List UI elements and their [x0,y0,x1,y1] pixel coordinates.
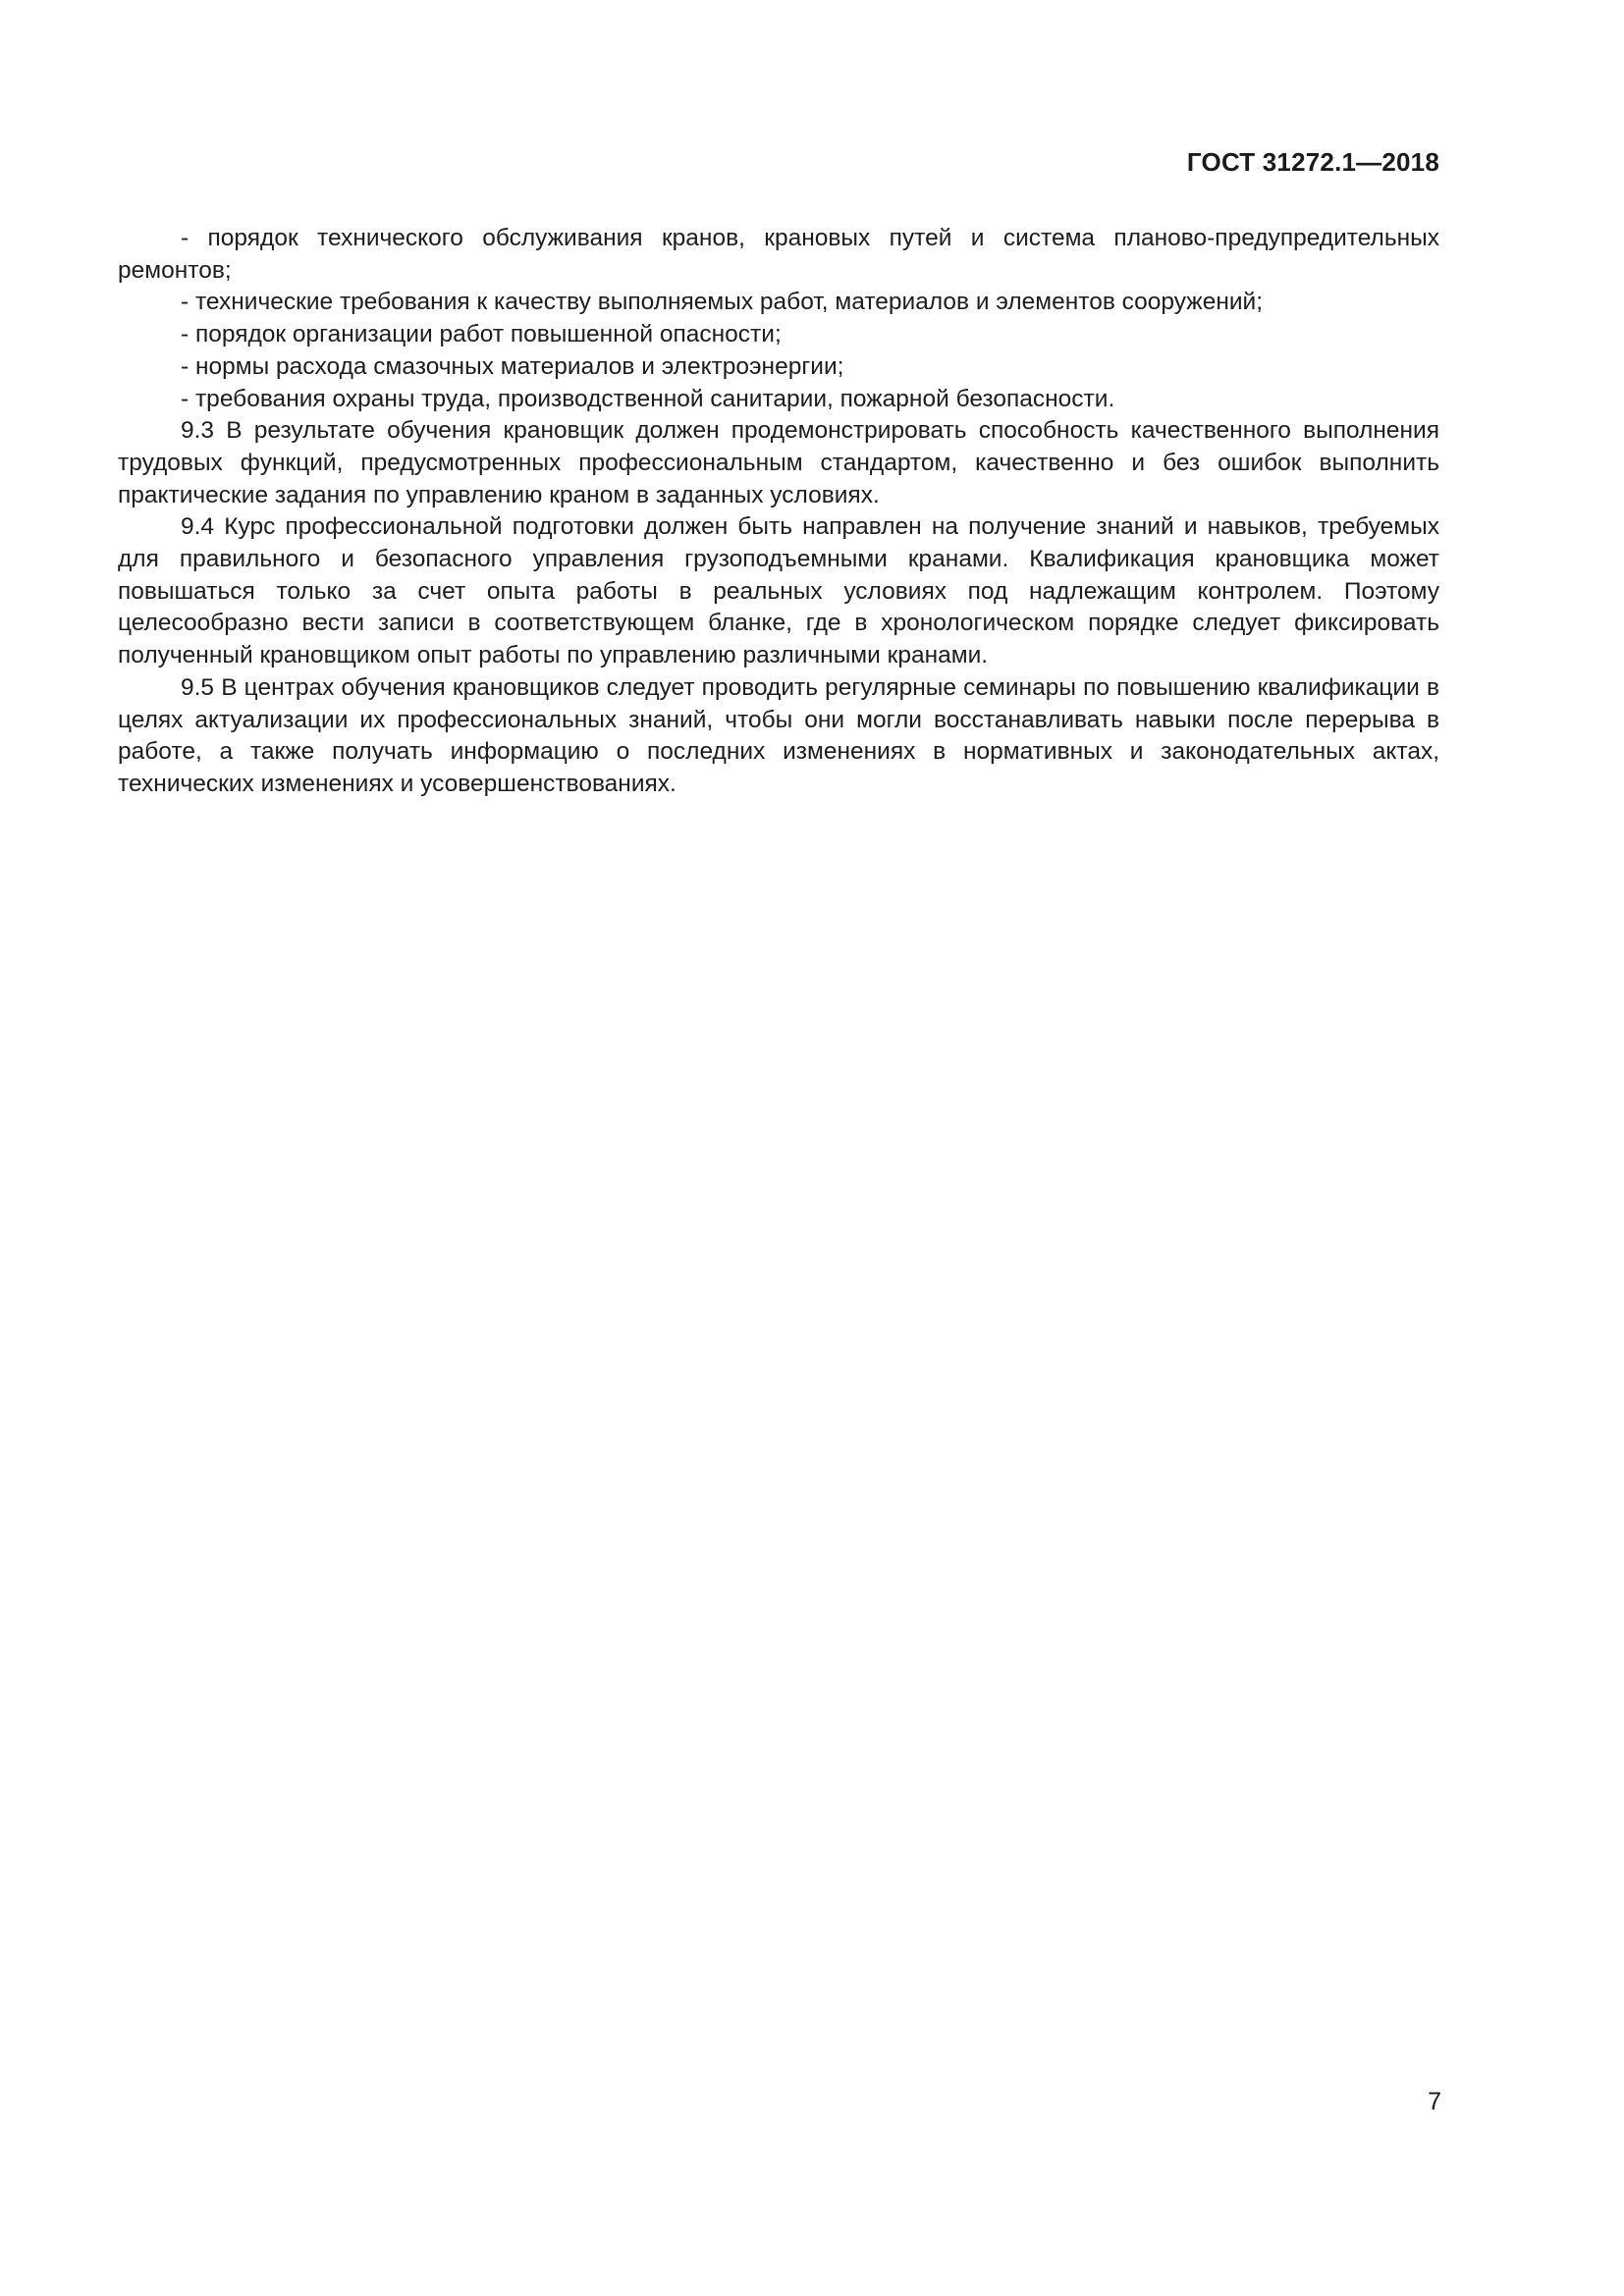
paragraph-9-4: 9.4 Курс профессиональной подготовки должен быть направлен на получение знаний и навыков, требуемых для правильного и безопасного управления грузоподъемными кранами. Квалификация крановщика может повышаться только за счет опыта работы в реальных условиях под надлежащим контролем. Поэтому целесообразно вести записи в соответствующем бланке, где в хронологическом порядке следует фиксировать полученный крановщиком опыт работы по управлению различными кранами. [118,513,1439,669]
paragraph-9-3: 9.3 В результате обучения крановщик должен продемонстрировать способность качественного выполнения трудовых функций, предусмотренных профессиональным стандартом, качественно и без ошибок выполнить практические задания по управлению краном в заданных условиях. [118,417,1439,508]
paragraph-9-5: 9.5 В центрах обучения крановщиков следует проводить регулярные семинары по повышению квалификации в целях актуализации их профессиональных знаний, чтобы они могли восстанавливать навыки после перерыва в работе, а также получать информацию о последних изменениях в нормативных и законодательных актах, технических изменениях и усовершенствованиях. [118,673,1439,797]
requirements-list [118,223,1439,415]
list-item: - порядок организации работ повышенной опасности; [181,321,782,348]
list-item: - нормы расхода смазочных материалов и электроэнергии; [181,352,844,380]
list-item: - технические требования к качеству выполняемых работ, материалов и элементов сооружений; [181,289,1264,316]
document-body [118,223,1439,801]
list-item: - порядок технического обслуживания кранов, крановых путей и система планово-предупредительных ремонтов; [118,225,1439,284]
page-number: 7 [1428,2088,1441,2115]
list-item: - требования охраны труда, производственной санитарии, пожарной безопасности. [181,385,1115,412]
document-standard-number: ГОСТ 31272.1—2018 [1186,147,1439,177]
